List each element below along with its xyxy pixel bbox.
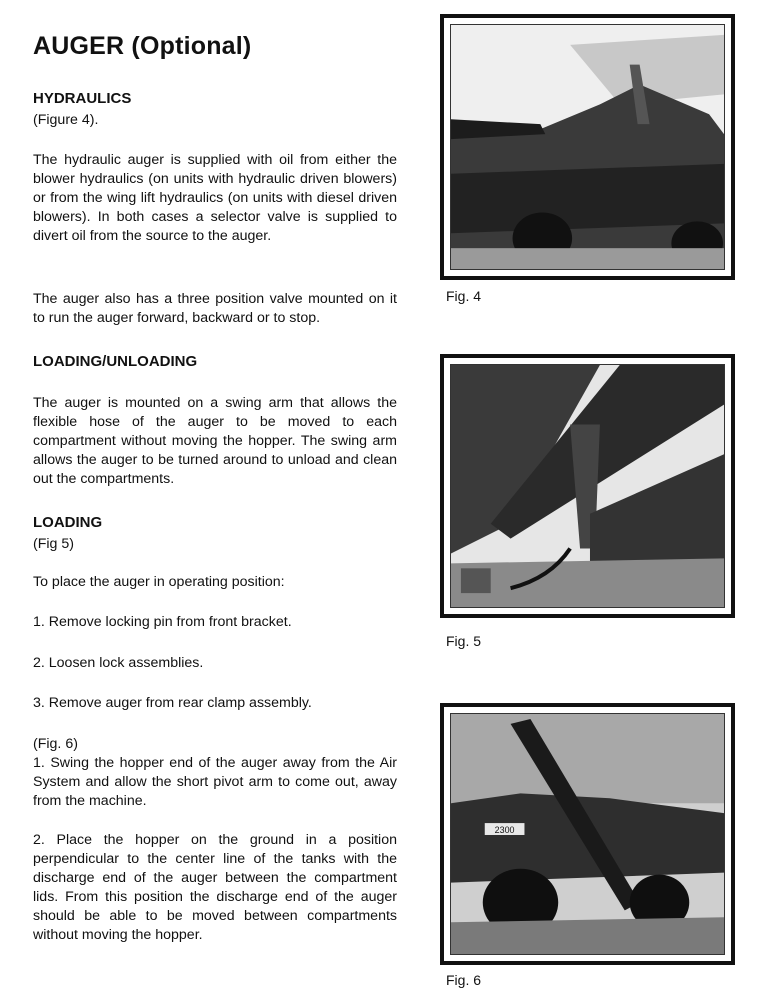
loading-unloading-heading: LOADING/UNLOADING (33, 353, 198, 370)
loading-unloading-paragraph: The auger is mounted on a swing arm that allows the flexible hose of the auger to be moved to each compartment without moving the hopper. The swing arm allows the auger to be turned around to unload and clean out the compartments. (33, 395, 397, 487)
fig6-figure-ref: (Fig. 6) (33, 736, 78, 752)
fig6-step-2: 2. Place the hopper on the ground in a position perpendicular to the center line of the tanks with the discharge end of the auger between the compartment lids. From this position the discharge end of the auger should be able to be moved between compartments without moving the hopper. (33, 832, 397, 943)
hydraulics-paragraph-2: The auger also has a three position valve mounted on it to run the auger forward, backward or to stop. (33, 291, 397, 326)
figure-6-caption: Fig. 6 (446, 972, 482, 988)
figure-5-photo (440, 354, 735, 618)
figure-5-image (451, 365, 724, 607)
loading-step-1: 1. Remove locking pin from front bracket. (33, 614, 292, 630)
loading-intro: To place the auger in operating position: (33, 574, 285, 590)
fig6-step-1: 1. Swing the hopper end of the auger away from the Air System and allow the short pivot arm to come out, away from the machine. (33, 755, 397, 809)
figure-6-decal-text: 2300 (494, 825, 515, 836)
loading-heading: LOADING (33, 514, 103, 531)
figure-4-image (451, 25, 724, 269)
figure-6-image (451, 714, 724, 954)
figure-4-caption: Fig. 4 (446, 288, 482, 304)
page-title: AUGER (Optional) (33, 32, 252, 60)
figure-5-caption: Fig. 5 (446, 633, 482, 649)
loading-step-2: 2. Loosen lock assemblies. (33, 655, 204, 671)
loading-step-3: 3. Remove auger from rear clamp assembly. (33, 695, 312, 711)
hydraulics-paragraph-1: The hydraulic auger is supplied with oil from either the blower hydraulics (on units with hydraulic driven blowers) or from the wing lift hydraulics (on units with diesel driven blowers). In both cases a selector valve is supplied to divert oil from the source to the auger. (33, 152, 397, 244)
figure-6-photo (440, 703, 735, 965)
loading-figure-ref: (Fig 5) (33, 536, 74, 552)
hydraulics-heading: HYDRAULICS (33, 90, 132, 107)
figure-4-photo (440, 14, 735, 280)
hydraulics-figure-ref: (Figure 4). (33, 112, 99, 128)
